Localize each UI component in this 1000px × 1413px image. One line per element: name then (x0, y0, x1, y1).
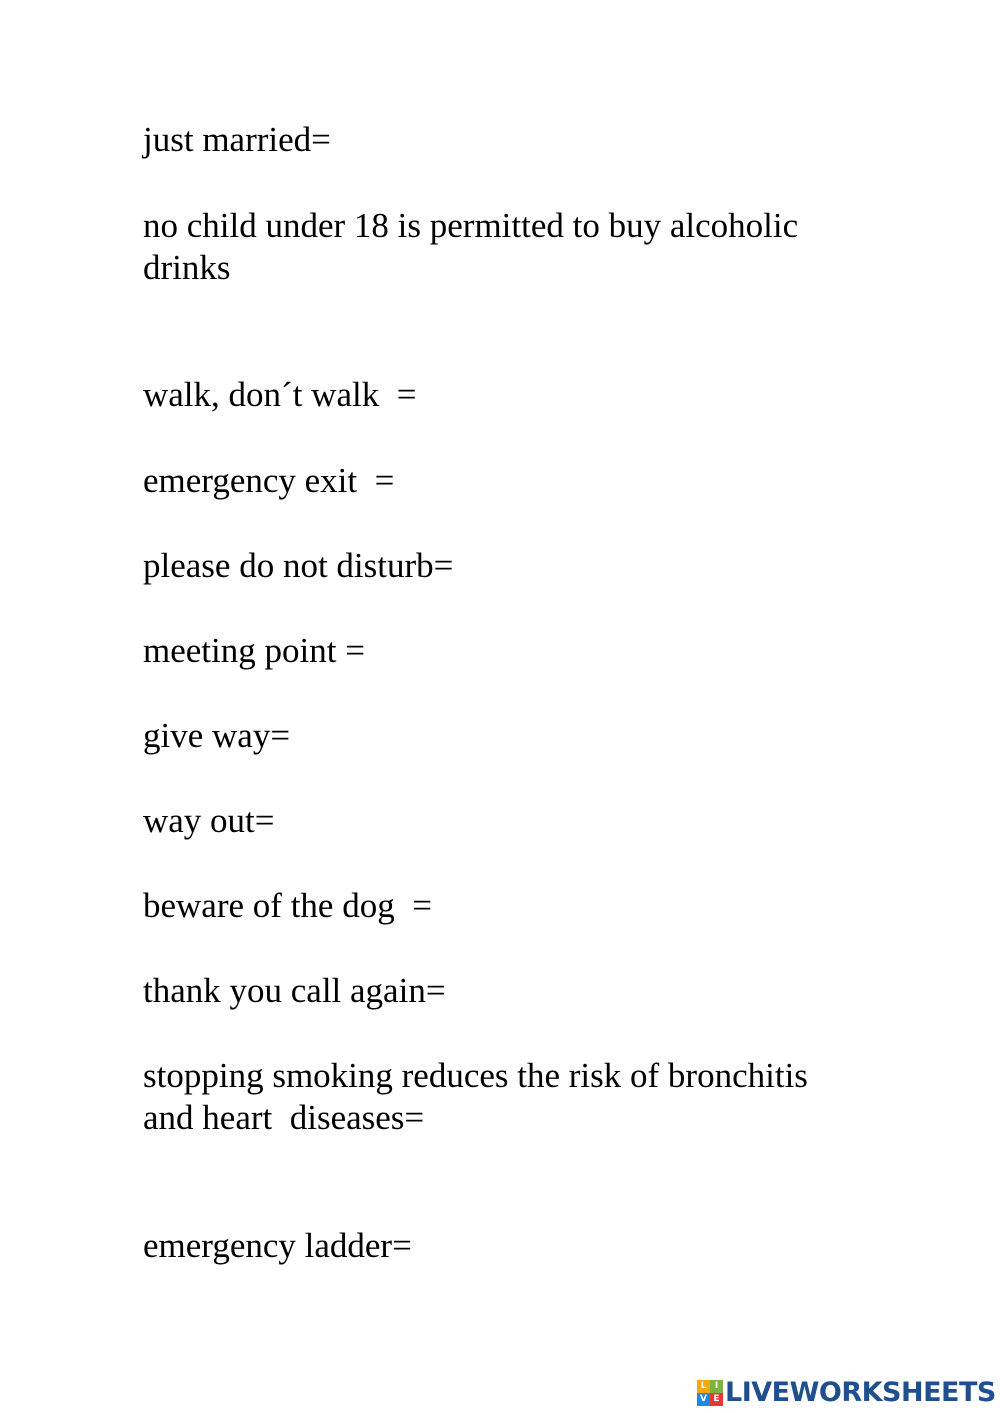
liveworksheets-logo-icon (697, 1380, 723, 1406)
logo-letter-l: L (697, 1380, 710, 1393)
line-beware-of-the-dog: beware of the dog = (143, 886, 432, 925)
liveworksheets-wordmark: LIVEWORKSHEETS (725, 1377, 996, 1408)
line-no-child-under-18: no child under 18 is permitted to buy alcoholic (143, 206, 799, 245)
line-please-do-not-disturb: please do not disturb= (143, 546, 454, 585)
line-meeting-point: meeting point = (143, 631, 365, 670)
line-drinks: drinks (143, 248, 231, 287)
line-just-married: just married= (143, 120, 331, 159)
logo-letter-v: V (697, 1393, 710, 1406)
line-and-heart-diseases: and heart diseases= (143, 1098, 425, 1137)
line-way-out: way out= (143, 801, 275, 840)
line-walk-dont-walk: walk, don´t walk = (143, 375, 417, 414)
line-give-way: give way= (143, 716, 291, 755)
logo-letter-e: E (710, 1393, 723, 1406)
liveworksheets-watermark (697, 1378, 996, 1408)
line-emergency-ladder: emergency ladder= (143, 1226, 412, 1265)
line-stopping-smoking: stopping smoking reduces the risk of bronchitis (143, 1056, 808, 1095)
logo-letter-i: I (710, 1380, 723, 1393)
line-emergency-exit: emergency exit = (143, 461, 395, 500)
line-thank-you-call-again: thank you call again= (143, 971, 446, 1010)
